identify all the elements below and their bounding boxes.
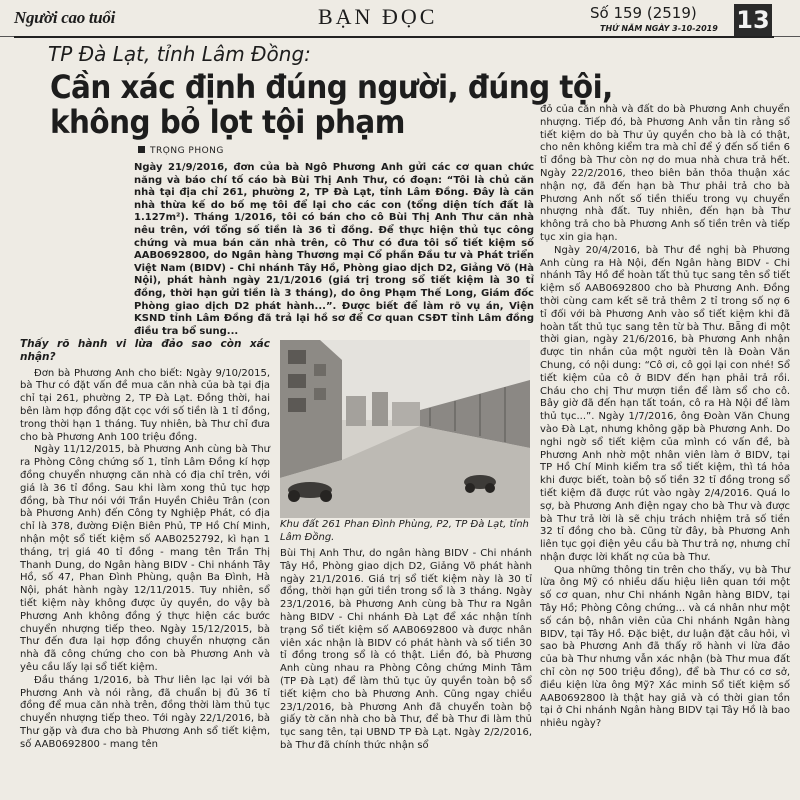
article-photo [280, 340, 530, 518]
paragraph: Ngày 11/12/2015, bà Phương Anh cùng bà Thư ra Phòng Công chứng số 1, tỉnh Lâm Đồng kí hợp đồng chuyển nhượng căn nhà có địa chỉ trên, với giá là 36 tỉ đồng. Sau khi làm xong thủ tục hợp đồng, bà Thư nói với Trần Huyền Chiêu Trân (con bà Phương Anh) đến Công ty Nghiệp Phát, có địa chỉ là 378, đường Điện Biên Phủ, TP Hồ Chí Minh, nhận một sổ tiết kiệm số AAB0252792, kì hạn 1 tháng, trị giá 40 tỉ đồng - mang tên Trần Thị Thanh Dung, do Ngân hàng BIDV - Chi nhánh Tây Hồ, số 47, Phan Đình Phùng, quận Ba Đình, Hà Nội, phát hành ngày 12/11/2015. Tuy nhiên, sổ tiết kiệm này không được ủy quyền, do vậy bà Phương Anh không đồng ý thực hiện các bước chuyển nhượng tiếp theo. Ngày 15/12/2015, bà Thư đến đưa lại hợp đồng chuyển nhượng căn nhà đã công chứng cho con bà Phương Anh và yêu cầu lấy lại sổ tiết kiệm. [20, 444, 270, 673]
paragraph: Qua những thông tin trên cho thấy, vụ bà Thư lừa ông Mỹ có nhiều dấu hiệu liên quan tới một số cơ quan, như Chi nhánh Ngân hàng BIDV, tại Tây Hồ; Phòng Công chứng... và cá nhân như một số cán bộ, nhân viên của Chi nhánh Ngân hàng BIDV, tại Tây Hồ. Đặc biệt, dư luận đặt câu hỏi, vì sao bà Phương Anh đã thấy rõ hành vi lừa đảo của bà Thư nhưng vẫn xác nhận (bà Thư mua đất chỉ còn nợ 500 triệu đồng), để bà Thư có cơ sở, điều kiện lừa ông Mỹ? Xác minh Sổ tiết kiệm số AAB0692800 là thật hay giả và có thời gian tồn tại ở Chi nhánh Ngân hàng BIDV tại Tây Hồ là bao nhiêu ngày? [540, 564, 790, 730]
article-column-3 [540, 104, 790, 731]
article-column-2 [280, 548, 532, 753]
page-number-box: 13 [734, 4, 772, 36]
headline-line-1: Cần xác định đúng người, đúng tội, [50, 68, 613, 106]
header-rule [14, 36, 774, 38]
section-title: BẠN ĐỌC [318, 4, 438, 29]
paragraph: đỏ của căn nhà và đất do bà Phương Anh chuyển nhượng. Tiếp đó, bà Phương Anh vẫn tin rằng sổ tiết kiệm do bà Thư ủy quyền cho bà là có thật, cho nên không kiểm tra mà chỉ để ý đến số tiền 6 tỉ đồng bà Thư còn nợ do mua nhà chưa trả hết. Ngày 22/2/2016, theo biên bản thỏa thuận xác nhận nợ, đã đến hạn bà Thư phải trả cho bà Phương Anh nốt số tiền thiếu trong vụ chuyển nhượng nhà đất. Tuy nhiên, đến hạn bà Thư không trả cho bà Phương Anh số tiền trên và tiếp tục xin gia hạn. [540, 104, 790, 243]
article-author: TRỌNG PHONG [138, 146, 224, 156]
photo-caption: Khu đất 261 Phan Đình Phùng, P2, TP Đà Lạt, tỉnh Lâm Đồng. [280, 519, 529, 543]
paragraph: Ngày 20/4/2016, bà Thư đề nghị bà Phương Anh cùng ra Hà Nội, đến Ngân hàng BIDV - Chi nhánh Tây Hồ để hoàn tất thủ tục sang tên sổ tiết kiệm số AAB0692800 cho bà Phương Anh. Đồng thời cùng cam kết sẽ trả thêm 2 tỉ trong số nợ 6 tỉ đối với bà Phương Anh vào sổ tiết kiệm khi đã hoàn tất thủ tục sang tên từ bà Thư. Bẵng đi một thời gian, ngày 21/6/2016, bà Phương Anh nhận được tin nhắn của một người tên là Đoàn Văn Chung, có nội dung: “Cô ơi, cô gọi lại con nhé! Sổ tiết kiệm của cô ở BIDV đến hạn phải trả rồi. Cháu cho chị Thư mượn tiền để làm sổ cho cô. Bây giờ đã đến hạn tất toán, cô ra Hà Nội để làm thủ tục...”. Ngày 1/7/2016, ông Đoàn Văn Chung vào Đà Lạt, nhưng không gặp bà Phương Anh. Do nghi ngờ sổ tiết kiệm của mình có vấn đề, bà Phương Anh nhờ một nhân viên làm ở BIDV, tại TP Hồ Chí Minh kiểm tra sổ tiết kiệm, thì tá hỏa khi được biết, toàn bộ số tiền 32 tỉ đồng trong sổ tiết kiệm đã được rút vào ngày 2/4/2016. Quá lo sợ, bà Phương Anh điện ngay cho bà Thư và được bà Thư trả lời là sẽ chịu trách nhiệm trả số tiền 32 tỉ đồng cho bà. Cũng từ đây, bà Phương Anh liên tục gọi điện yêu cầu bà Thư trả nợ, nhưng chỉ nhận được lời khất nợ của bà Thư. [540, 244, 790, 563]
paragraph: Bùi Thị Anh Thư, do ngân hàng BIDV - Chi nhánh Tây Hồ, Phòng giao dịch D2, Giảng Võ phát hành ngày 21/1/2016. Giá trị sổ tiết kiệm này là 30 tỉ đồng, thời hạn gửi tiền trong sổ là 3 tháng. Ngày 23/1/2016, bà Phương Anh cùng bà Thư ra Ngân hàng BIDV - Chi nhánh Đà Lạt để xác nhận tính trạng Sổ tiết kiệm số AAB0692800 và được nhân viên xác nhận là BIDV có phát hành và số tiền 30 tỉ đồng trong sổ là có thật. Liền đó, bà Phương Anh cùng nhau ra Phòng Công chứng Minh Tâm (TP Đà Lạt) để làm thủ tục ủy quyền toàn bộ sổ tiết kiệm cho bà Phương Anh. Cũng ngay chiều 23/1/2016, bà Phương Anh đã chuyển toàn bộ giấy tờ căn nhà cho bà Thư, để bà Thư đi làm thủ tục sang tên, tại UBND TP Đà Lạt. Ngày 2/2/2016, bà Thư đã chính thức nhận sổ [280, 548, 532, 751]
page-header [0, 0, 800, 37]
article-kicker: TP Đà Lạt, tỉnh Lâm Đồng: [48, 42, 311, 66]
issue-date: THỨ NĂM NGÀY 3-10-2019 [600, 24, 718, 33]
article-subhead: Thấy rõ hành vi lừa đảo sao còn xác nhận? [20, 338, 270, 363]
paragraph: Đầu tháng 1/2016, bà Thư liên lạc lại với bà Phương Anh và nói rằng, đã chuẩn bị đủ 36 tỉ đồng để mua căn nhà trên, đồng thời làm thủ tục chuyển nhượng tiếp theo. Tới ngày 22/1/2016, bà Thư gặp và đưa cho bà Phương Anh sổ tiết kiệm, số AAB0692800 - mang tên [20, 674, 270, 750]
article-column-1 [20, 338, 270, 752]
article-headline [50, 70, 613, 140]
paragraph: Đơn bà Phương Anh cho biết: Ngày 9/10/2015, bà Thư có đặt vấn đề mua căn nhà của bà tại địa chỉ tại 261, phường 2, TP Đà Lạt. Đồng thời, hai bên làm hợp đồng đặt cọc với số tiền là 1 tỉ đồng, trong thời hạn 1 tháng. Tuy nhiên, bà Thư chỉ đưa cho bà Phương Anh 100 triệu đồng. [20, 367, 270, 443]
headline-line-2: không bỏ lọt tội phạm [50, 103, 405, 141]
issue-number: Số 159 (2519) [590, 4, 697, 22]
article-lede: Ngày 21/9/2016, đơn của bà Ngô Phương Anh gửi các cơ quan chức năng và báo chí tố cáo bà Bùi Thị Anh Thư, có đoạn: “Tôi là chủ căn nhà tại địa chỉ 261, phường 2, TP Đà Lạt, tỉnh Lâm Đồng. Đây là căn nhà thừa kế do bố mẹ tôi để lại cho các con (tổng diện tích đất là 1.127m²). Tháng 1/2016, tôi có bán cho cô Bùi Thị Anh Thư căn nhà nêu trên, với tổng số tiền là 36 tỉ đồng. Để thực hiện thủ tục công chứng và mua bán căn nhà trên, cô Thư có đưa tôi sổ tiết kiệm số AAB0692800, do Ngân hàng Thương mại Cổ phần Đầu tư và Phát triển Việt Nam (BIDV) - Chi nhánh Tây Hồ, Phòng giao dịch D2, Giảng Võ (Hà Nội), phát hành ngày 21/1/2016 (giá trị trong sổ tiết kiệm là 30 tỉ đồng, thời hạn gửi tiền là 3 tháng), do ông Phạm Thế Long, Giám đốc Phòng giao dịch D2 phát hành...”. Được biết để làm rõ vụ án, Viện KSND tỉnh Lâm Đồng đã trả lại hồ sơ để Cơ quan CSĐT tỉnh Lâm đồng điều tra bổ sung... [134, 162, 534, 337]
masthead-logo: Người cao tuổi [14, 8, 116, 27]
